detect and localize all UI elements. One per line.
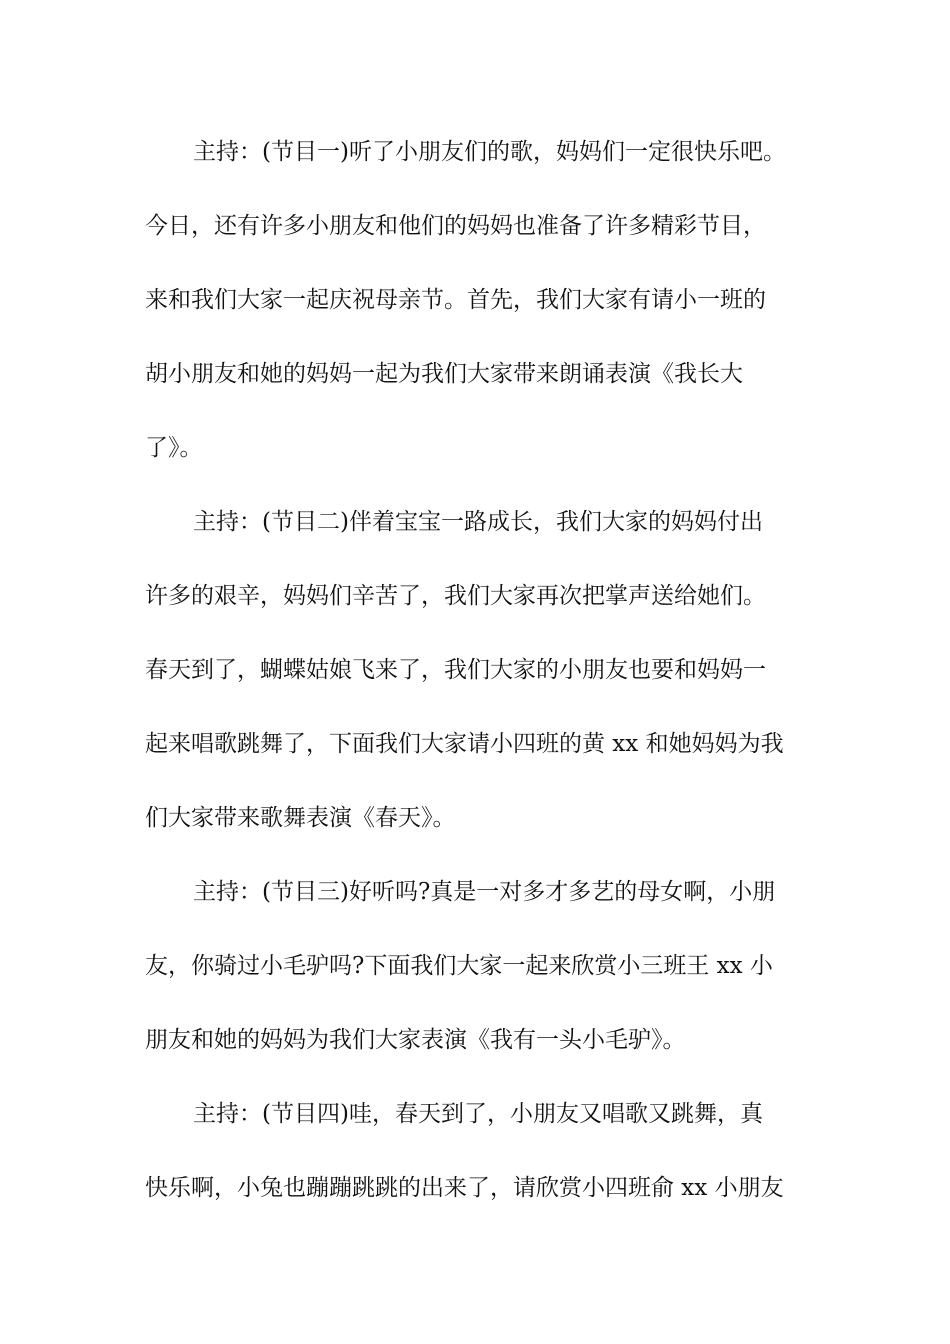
paragraph-3-line-3: 朋友和她的妈妈为我们大家表演《我有一头小毛驴》。 xyxy=(145,1027,686,1053)
paragraph-1-line-2: 今日，还有许多小朋友和他们的妈妈也准备了许多精彩节目， xyxy=(145,213,766,239)
paragraph-1-line-3: 来和我们大家一起庆祝母亲节。首先，我们大家有请小一班的 xyxy=(145,287,766,313)
paragraph-1-line-4: 胡小朋友和她的妈妈一起为我们大家带来朗诵表演《我长大 xyxy=(145,361,743,387)
paragraph-4-line-2: 快乐啊，小兔也蹦蹦跳跳的出来了，请欣赏小四班俞 xx 小朋友 xyxy=(145,1175,784,1201)
paragraph-2-line-5: 们大家带来歌舞表演《春天》。 xyxy=(145,805,456,831)
paragraph-1-line-1: 主持：(节目一)听了小朋友们的歌，妈妈们一定很快乐吧。 xyxy=(193,139,786,165)
paragraph-4-line-1: 主持：(节目四)哇，春天到了，小朋友又唱歌又跳舞，真 xyxy=(193,1101,763,1127)
paragraph-3-line-1: 主持：(节目三)好听吗?真是一对多才多艺的母女啊，小朋 xyxy=(193,879,776,905)
paragraph-2-line-3: 春天到了，蝴蝶姑娘飞来了，我们大家的小朋友也要和妈妈一 xyxy=(145,657,766,683)
paragraph-2-line-2: 许多的艰辛，妈妈们辛苦了，我们大家再次把掌声送给她们。 xyxy=(145,583,766,609)
paragraph-3-line-2: 友，你骑过小毛驴吗?下面我们大家一起来欣赏小三班王 xx 小 xyxy=(145,953,773,979)
paragraph-2-line-4: 起来唱歌跳舞了，下面我们大家请小四班的黄 xx 和她妈妈为我 xyxy=(145,731,784,757)
paragraph-2-line-1: 主持：(节目二)伴着宝宝一路成长，我们大家的妈妈付出 xyxy=(193,509,763,535)
paragraph-1-line-5: 了》。 xyxy=(145,435,203,461)
